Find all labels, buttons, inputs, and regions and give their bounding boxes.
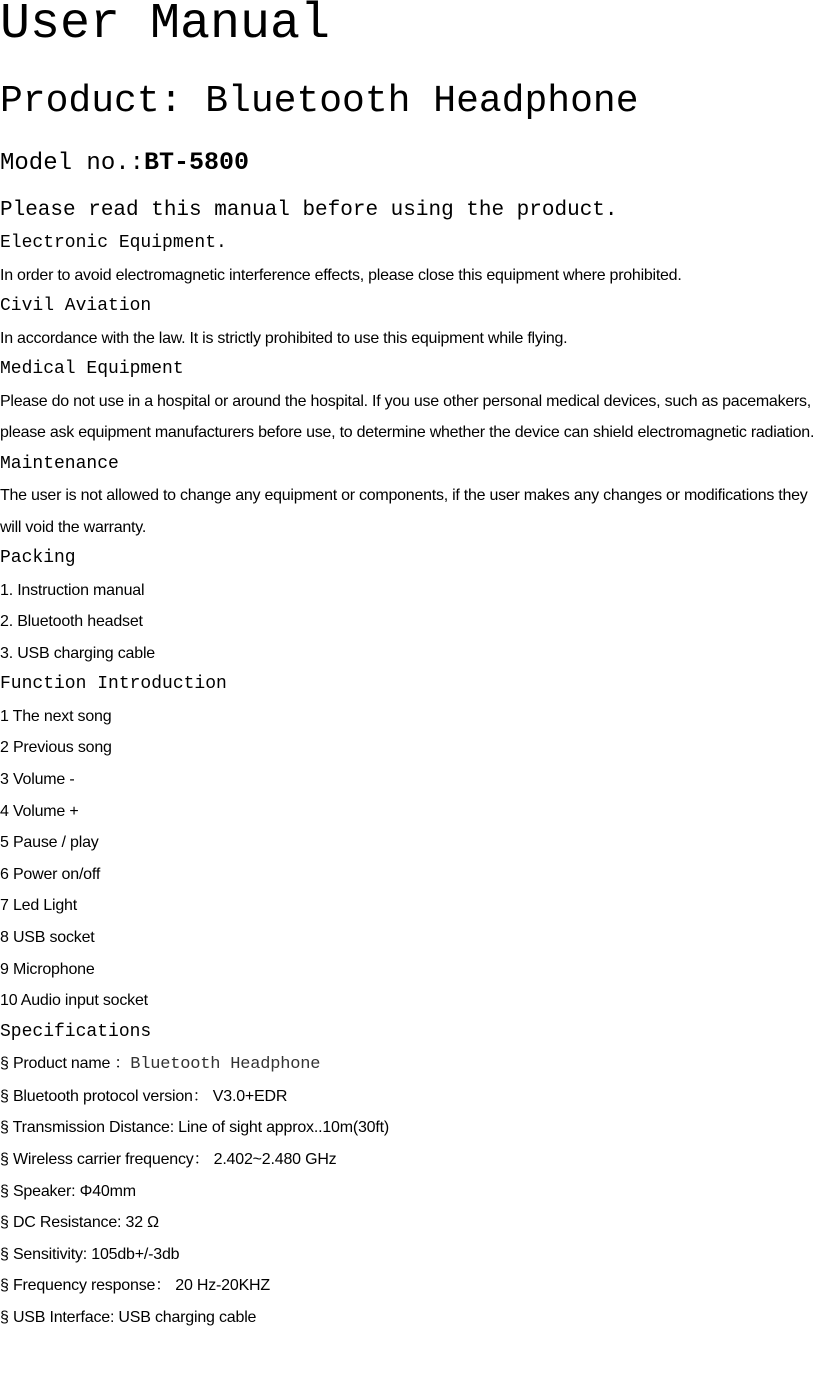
list-item: 1. Instruction manual [0,581,145,599]
list-item: 3 Volume - [0,770,75,788]
list-item: 1 The next song [0,707,112,725]
section-text: The user is not allowed to change any equipment or components, if the user makes any changes or modifications they will void the warranty. [0,487,808,536]
spec-value: Bluetooth Headphone [130,1055,321,1075]
list-item: 3. USB charging cable [0,644,156,662]
spec-item: § USB Interface: USB charging cable [0,1308,257,1326]
document-title: User Manual [0,0,331,53]
read-notice: Please read this manual before using the product. [0,199,618,222]
list-item: 5 Pause / play [0,834,99,852]
section-heading: Specifications [0,1021,152,1042]
product-line: Product: Bluetooth Headphone [0,80,639,123]
list-item: 10 Audio input socket [0,992,148,1010]
section-specifications [0,1017,830,1334]
spec-item: § Transmission Distance: Line of sight approx..10m(30ft) [0,1119,389,1137]
section-heading: Civil Aviation [0,296,152,316]
list-item: 8 USB socket [0,928,95,946]
list-item: 9 Microphone [0,960,95,978]
section-electronic-equipment [0,228,830,291]
list-item: 2 Previous song [0,739,112,757]
list-item: 6 Power on/off [0,865,101,883]
section-text: Please do not use in a hospital or around the hospital. If you use other personal medical devices, such as pacemakers, please ask equipment manufacturers before use, to determine whether the device can shield electromagnetic radiation. [0,392,815,441]
section-text: In order to avoid electromagnetic interference effects, please close this equipment where prohibited. [0,266,682,284]
list-item: 7 Led Light [0,897,77,915]
section-heading: Medical Equipment [0,359,184,379]
spec-item: § Speaker: Φ40mm [0,1182,136,1200]
spec-label: § Product name ： [0,1055,131,1073]
list-item: 2. Bluetooth headset [0,613,143,631]
section-text: In accordance with the law. It is strictly prohibited to use this equipment while flying. [0,329,568,347]
manual-content [0,228,830,1334]
section-civil-aviation [0,291,830,354]
list-item: 4 Volume + [0,802,79,820]
section-heading: Packing [0,548,76,568]
spec-item: § Wireless carrier frequency： 2.402~2.480 GHz [0,1151,337,1168]
spec-item: § DC Resistance: 32 Ω [0,1214,159,1232]
section-medical-equipment [0,354,830,449]
model-value: BT-5800 [144,148,250,177]
section-function-introduction [0,669,830,1016]
section-packing [0,543,830,669]
spec-product-name [0,1048,830,1081]
section-maintenance [0,449,830,544]
spec-item: § Bluetooth protocol version： V3.0+EDR [0,1087,288,1105]
section-heading: Maintenance [0,453,119,474]
section-heading: Electronic Equipment. [0,233,227,253]
spec-item: § Sensitivity: 105db+/-3db [0,1245,180,1263]
model-number [0,148,249,179]
spec-item: § Frequency response： 20 Hz-20KHZ [0,1277,270,1295]
section-heading: Function Introduction [0,674,227,695]
model-label: Model no.: [0,150,145,177]
